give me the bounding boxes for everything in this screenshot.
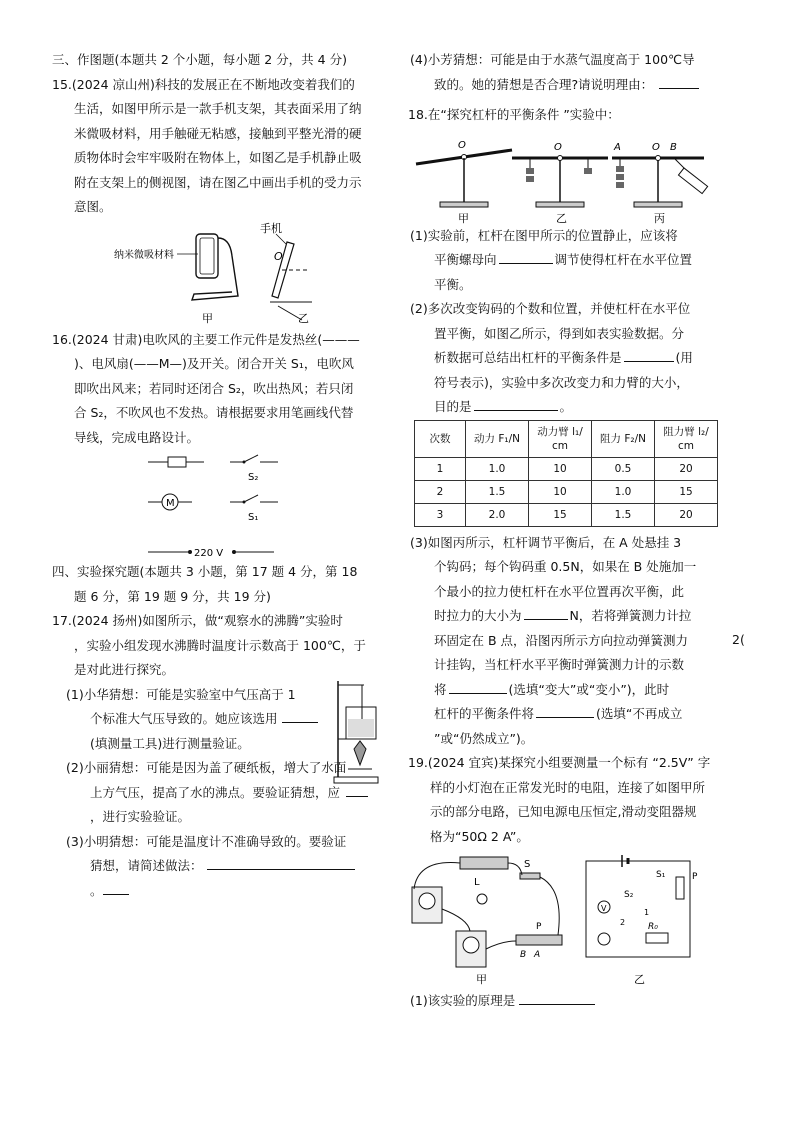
q17-p3-line: 。 (52, 879, 387, 904)
q17-p2-line: (2)小丽猜想：可能是因为盖了硬纸板，增大了水面 (66, 760, 347, 775)
q18-p3-line: 个钩码；每个钩码重 0.5N，如果在 B 处施加一 (434, 559, 697, 574)
q17-p3-line: (3)小明猜想：可能是温度计不准确导致的。要验证 (66, 833, 347, 849)
q17-body (52, 683, 387, 904)
lever-diagrams (408, 128, 718, 224)
switch-s1-label: S₁ (248, 512, 259, 523)
fig-label-jia: 甲 (202, 311, 213, 325)
s2-label: S₂ (624, 890, 634, 900)
q16-line: )、电风扇(——M—)及开关。闭合开关 S₁，电吹风 (74, 356, 354, 371)
q16-line: 即吹出风来；若同时还闭合 S₂，吹出热风；若只闭 (74, 380, 354, 396)
section3-title: 三、作图题(本题共 2 个小题，每小题 2 分，共 4 分) (52, 52, 347, 67)
lever-o-yi: O (554, 141, 562, 153)
side-number: 2( (732, 632, 745, 647)
q15-figure (52, 220, 387, 328)
q18-p2-line: 目的是 。 (408, 395, 718, 420)
table-header: 阻力臂 l₂/ cm (655, 420, 718, 457)
slider-p-label2: P (692, 872, 698, 882)
table-cell: 0.5 (592, 457, 655, 480)
terminal-a-label: A (534, 950, 541, 960)
answer-blank[interactable] (474, 396, 558, 411)
q17-line: ，实验小组发现水沸腾时温度计示数高于 100℃，于 (74, 637, 366, 653)
q18-p2-line: (2)多次改变钩码的个数和位置，并使杠杆在水平位 (410, 301, 691, 316)
q17-p3-line: 猜想，请简述做法： (52, 854, 387, 879)
answer-blank[interactable] (659, 74, 699, 89)
q18-p2-line: 置平衡，如图乙所示，得到如表实验数据。分 (434, 325, 685, 341)
lamp-label: L (474, 877, 480, 888)
boiling-apparatus-diagram (324, 677, 384, 787)
lever-point-a: A (614, 141, 621, 153)
q17-p1-line: 个标准大气压导致的。她应该选用 (52, 707, 387, 732)
table-header: 动力 F₁/N (466, 420, 529, 457)
left-column (52, 48, 387, 903)
point-o: O (274, 249, 283, 263)
q16-line: 合 S₂，不吹风也不发热。请根据要求用笔画线代替 (74, 405, 354, 420)
q18-p3-line: 杠杆的平衡条件将 (选填“不再成立 (408, 702, 718, 727)
fig-label-jia: 甲 (458, 211, 469, 224)
q17-p2-line: ，进行实验验证。 (90, 809, 191, 824)
q18-p2-line: 析数据可总结出杠杆的平衡条件是 (用 (408, 346, 718, 371)
q17-p4-line: (4)小芳猜想：可能是由于水蒸气温度高于 100℃导 (410, 52, 695, 67)
terminal-b-label: B (520, 950, 527, 960)
s1-label: S₁ (656, 870, 666, 880)
table-cell: 15 (655, 480, 718, 503)
q18-p3-line: 时拉力的大小为 N，若将弹簧测力计拉 (408, 604, 718, 629)
q18-p3-line: 将 (选填“变大”或“变小”)，此时 (408, 678, 718, 703)
phone-holder-diagram (52, 220, 387, 328)
lever-point-b: B (670, 141, 677, 153)
table-cell: 15 (529, 503, 592, 526)
table-header: 动力臂 l₁/ cm (529, 420, 592, 457)
table-cell: 1 (415, 457, 466, 480)
q19-line: 格为“50Ω 2 A”。 (430, 828, 529, 844)
q18-p1-line: 平衡。 (434, 276, 472, 292)
q16-line: 16.(2024 甘肃)电吹风的主要工作元件是发热丝(——— (52, 331, 360, 347)
q15-line: 附在支架上的侧视图，请在图乙中画出手机的受力示 (74, 174, 362, 190)
phone-label: 手机 (260, 221, 282, 235)
table-header: 次数 (415, 420, 466, 457)
q15-line: 米微吸材料，用手触碰无粘感，接触到平整光滑的硬 (74, 125, 362, 141)
q18-p3-line: ”或“仍然成立”)。 (434, 730, 534, 746)
q17-p1-line: (1)小华猜想：可能是实验室中气压高于 1 (66, 686, 296, 702)
table-cell: 1.0 (466, 457, 529, 480)
q19-p1-line: (1)该实验的原理是 (408, 989, 718, 1014)
table-cell: 20 (655, 457, 718, 480)
lever-data-table (414, 420, 718, 527)
q15-line: 15.(2024 凉山州)科技的发展正在不断地改变着我们的 (52, 76, 355, 92)
table-cell: 1.5 (466, 480, 529, 503)
lever-o-bing: O (652, 141, 660, 153)
table-cell: 2 (415, 480, 466, 503)
q18-p2-line: 符号表示)，实验中多次改变力和力臂的大小， (434, 374, 689, 390)
table-cell: 1.0 (592, 480, 655, 503)
q15-line: 质物体时会牢牢吸附在物体上，如图乙是手机静止吸 (74, 150, 362, 165)
answer-blank[interactable] (282, 708, 318, 723)
table-row (415, 480, 718, 503)
section4-title-cont: 题 6 分，第 19 题 9 分，共 19 分) (74, 588, 271, 604)
table-cell: 1.5 (592, 503, 655, 526)
q17-p2-line: 上方气压，提高了水的沸点。要验证猜想，应 (52, 781, 387, 806)
q17-p1-line: (填测量工具)进行测量验证。 (90, 735, 250, 751)
table-header: 阻力 F₂/N (592, 420, 655, 457)
q19-line: 样的小灯泡在正常发光时的电阻，连接了如图甲所 (430, 779, 706, 795)
contact-1-label: 1 (644, 908, 650, 917)
lever-o-jia: O (458, 139, 466, 151)
q18-p3-line: 环固定在 B 点，沿图丙所示方向拉动弹簧测力 (434, 632, 689, 648)
q18-figure (408, 128, 718, 224)
q18-p1-line: 平衡螺母向 调节使得杠杆在水平位置 (408, 248, 718, 273)
q19-line: 19.(2024 宜宾)某探究小组要测量一个标有 “2.5V” 字 (408, 755, 711, 770)
answer-blank[interactable] (536, 703, 594, 718)
table-cell: 3 (415, 503, 466, 526)
lamp-resistance-circuit (408, 849, 718, 989)
q18-title: 18.在“探究杠杆的平衡条件 ”实验中： (408, 107, 620, 122)
q17-p4-line: 致的。她的猜想是否合理?请说明理由： (408, 73, 718, 98)
motor-label: M (166, 498, 175, 509)
fig-label-yi: 乙 (556, 211, 567, 224)
fig-label-jia: 甲 (476, 973, 487, 986)
answer-blank[interactable] (103, 880, 129, 895)
table-row (415, 457, 718, 480)
voltage-label: 220 V (194, 548, 224, 559)
table-cell: 2.0 (466, 503, 529, 526)
q19-figure (408, 849, 718, 989)
voltmeter-label: V (601, 904, 607, 913)
hair-dryer-circuit-parts (52, 450, 387, 560)
table-cell: 10 (529, 457, 592, 480)
switch-label: S (524, 859, 531, 870)
q18-p3-line: 个最小的拉力使杠杆在水平位置再次平衡，此 (434, 583, 685, 599)
right-column (408, 48, 718, 1014)
contact-2-label: 2 (620, 918, 626, 927)
table-row (415, 503, 718, 526)
q16-line: 导线，完成电路设计。 (74, 429, 200, 445)
switch-s2-label: S₂ (248, 472, 259, 483)
q18-p1-line: (1)实验前，杠杆在图甲所示的位置静止，应该将 (410, 227, 678, 243)
material-label: 纳米微吸材料 (114, 249, 174, 261)
section4-title: 四、实验探究题(本题共 3 小题，第 17 题 4 分，第 18 (52, 564, 358, 579)
q16-figure (52, 450, 387, 560)
q18-p3-line: 计挂钩，当杠杆水平平衡时弹簧测力计的示数 (434, 657, 685, 672)
fig-label-yi: 乙 (298, 311, 309, 325)
table-cell: 20 (655, 503, 718, 526)
fig-label-yi: 乙 (634, 973, 645, 986)
slider-p-label: P (536, 922, 542, 932)
answer-blank[interactable] (449, 679, 507, 694)
q19-line: 示的部分电路，已知电源电压恒定,滑动变阻器规 (430, 804, 697, 819)
q15-line: 意图。 (74, 199, 112, 214)
q15-line: 生活，如图甲所示是一款手机支架，其表面采用了纳 (74, 101, 362, 116)
table-cell: 10 (529, 480, 592, 503)
answer-blank[interactable] (519, 990, 595, 1005)
answer-blank[interactable] (207, 855, 355, 870)
answer-blank[interactable] (524, 605, 568, 620)
q18-p3-line: (3)如图丙所示，杠杆调节平衡后，在 A 处悬挂 3 (410, 534, 682, 550)
answer-blank[interactable] (624, 347, 674, 362)
fig-label-bing: 丙 (654, 211, 665, 224)
q17-line: 是对此进行探究。 (74, 662, 175, 677)
q17-line: 17.(2024 扬州)如图所示，做“观察水的沸腾”实验时 (52, 613, 343, 628)
answer-blank[interactable] (499, 249, 553, 264)
r0-label: R₀ (648, 922, 658, 932)
